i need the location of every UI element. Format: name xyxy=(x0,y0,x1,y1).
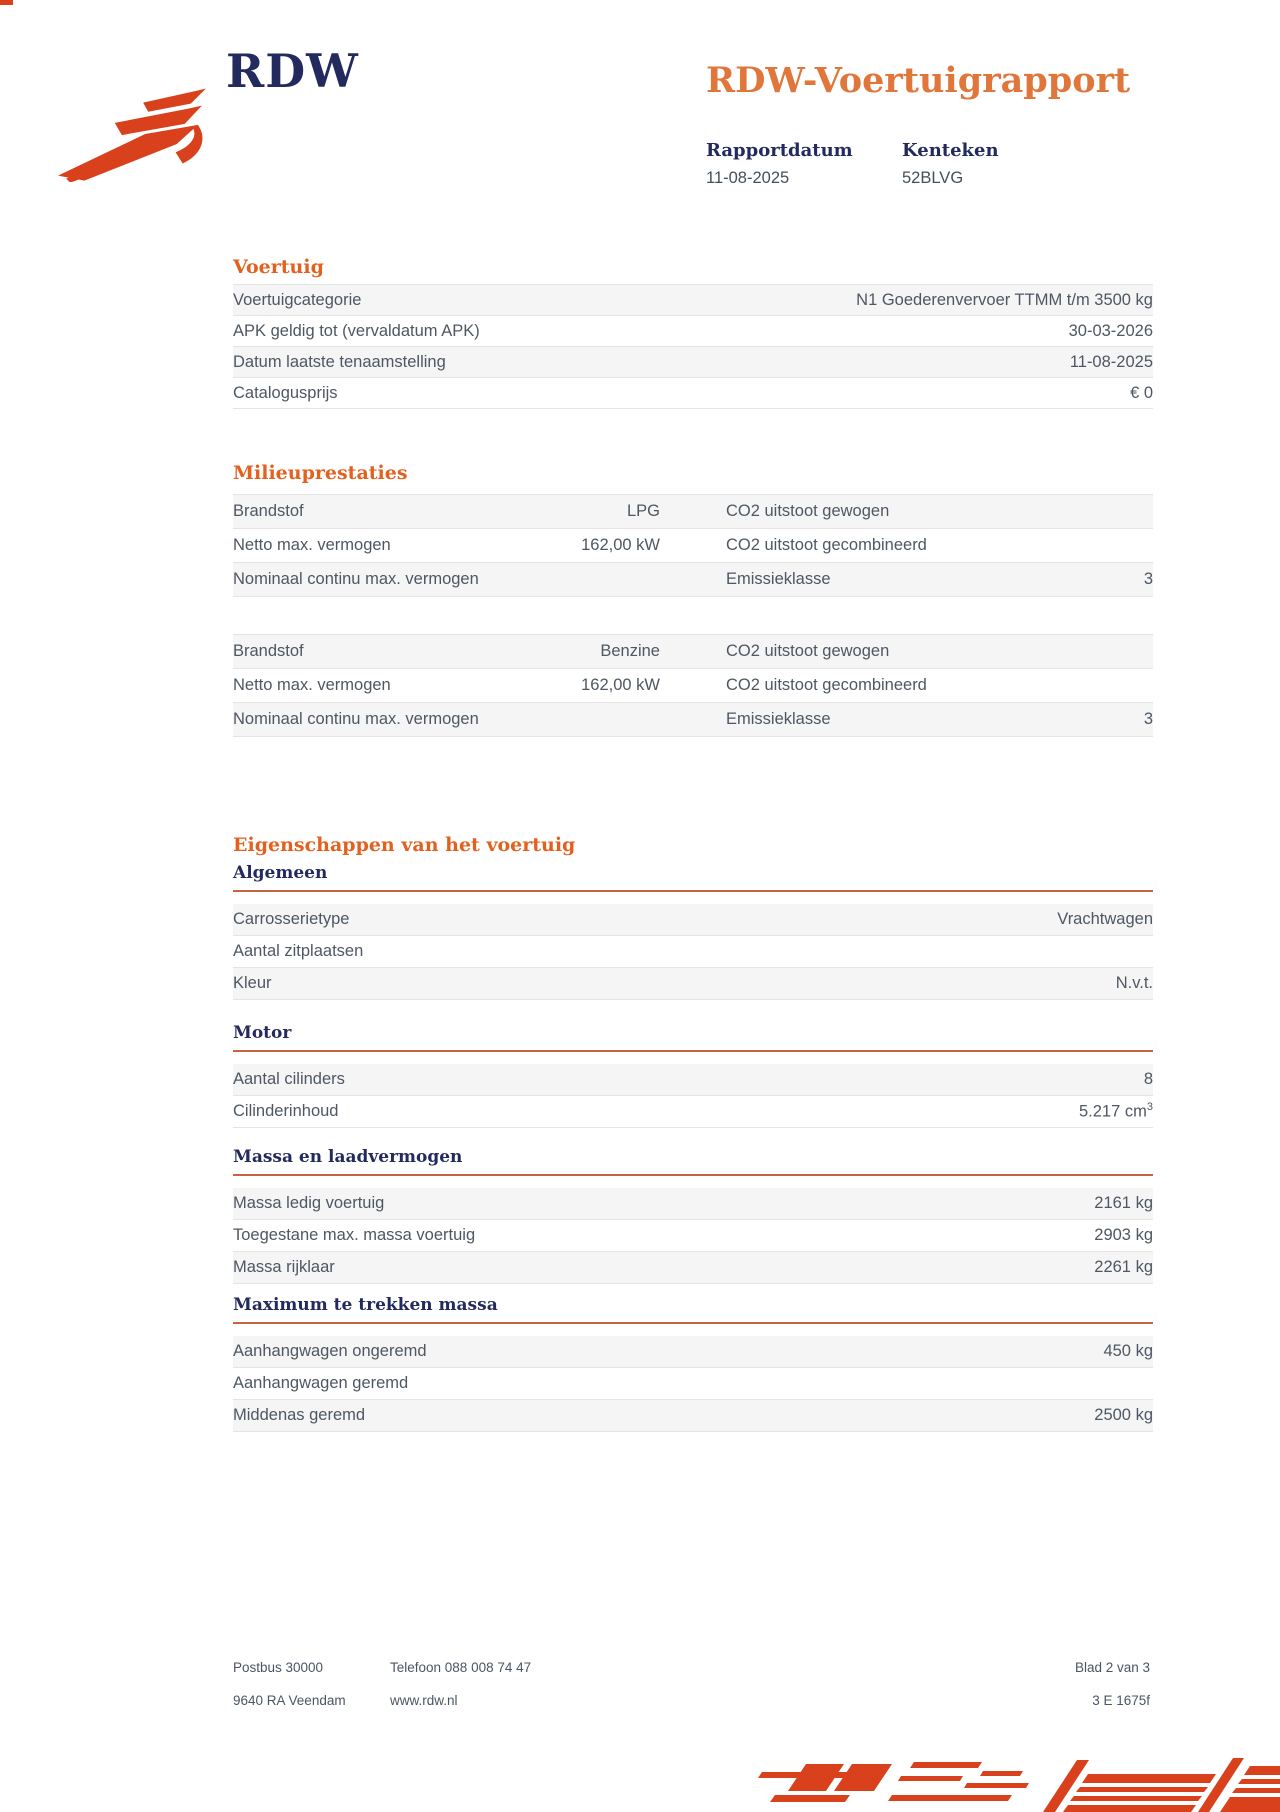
footer-page-indicator: Blad 2 van 3 xyxy=(1074,1660,1150,1675)
subheading-maximum-trekken-massa: Maximum te trekken massa xyxy=(233,1294,1153,1324)
superscript: 3 xyxy=(1146,1101,1153,1114)
row-label: Netto max. vermogen xyxy=(233,676,391,694)
page-edge-artifact xyxy=(0,0,13,5)
row-label: Emissieklasse xyxy=(726,710,831,728)
subheading-massa-laadvermogen: Massa en laadvermogen xyxy=(233,1146,1153,1176)
row-value: 2500 kg xyxy=(1094,1406,1153,1424)
subheading-algemeen: Algemeen xyxy=(233,862,1153,892)
section-heading-voertuig: Voertuig xyxy=(233,256,324,278)
row-label: CO2 uitstoot gecombineerd xyxy=(726,536,927,554)
row-value: 162,00 kW xyxy=(581,676,660,694)
milieu-table-lpg xyxy=(233,494,1153,597)
row-value: N1 Goederenvervoer TTMM t/m 3500 kg xyxy=(856,290,1153,309)
row-label: CO2 uitstoot gewogen xyxy=(726,642,890,660)
table-row xyxy=(233,1188,1153,1220)
table-row xyxy=(233,1336,1153,1368)
row-label: Nominaal continu max. vermogen xyxy=(233,710,479,728)
row-label: Aantal cilinders xyxy=(233,1070,345,1088)
row-label: Aanhangwagen ongeremd xyxy=(233,1342,427,1360)
table-row xyxy=(233,378,1153,409)
table-row xyxy=(233,1368,1153,1400)
row-value: N.v.t. xyxy=(1115,974,1153,992)
row-label: Aantal zitplaatsen xyxy=(233,942,364,960)
row-value: 30-03-2026 xyxy=(1068,321,1153,340)
voertuig-table xyxy=(233,284,1153,409)
footer-city: 9640 RA Veendam xyxy=(233,1693,346,1708)
row-label: Cilinderinhoud xyxy=(233,1102,339,1120)
report-date-label: Rapportdatum xyxy=(706,140,853,161)
footer-website: www.rdw.nl xyxy=(390,1693,458,1708)
group-algemeen xyxy=(233,862,1153,1000)
rdw-wing-logo-icon xyxy=(56,78,208,182)
section-heading-eigenschappen: Eigenschappen van het voertuig xyxy=(233,834,576,856)
group-massa-laadvermogen xyxy=(233,1146,1153,1284)
row-value: Vrachtwagen xyxy=(1057,910,1153,928)
row-value: 3 xyxy=(1143,570,1153,588)
row-value: 11-08-2025 xyxy=(1069,352,1153,371)
row-value: € 0 xyxy=(1130,383,1153,402)
row-label: Catalogusprijs xyxy=(233,383,338,402)
table-row xyxy=(233,495,1153,529)
section-heading-milieuprestaties: Milieuprestaties xyxy=(233,462,408,484)
row-label: APK geldig tot (vervaldatum APK) xyxy=(233,321,480,340)
row-label: Brandstof xyxy=(233,642,304,660)
report-date-value: 11-08-2025 xyxy=(706,169,790,187)
footer-doc-code: 3 E 1675f xyxy=(1092,1693,1150,1708)
row-label: Middenas geremd xyxy=(233,1406,366,1424)
rdw-logo-text: RDW xyxy=(226,44,359,98)
milieu-table-benzine xyxy=(233,634,1153,737)
table-row xyxy=(233,936,1153,968)
row-label: Massa rijklaar xyxy=(233,1258,335,1276)
footer-postbus: Postbus 30000 xyxy=(233,1660,324,1675)
row-value: 3 xyxy=(1143,710,1153,728)
row-label: Emissieklasse xyxy=(726,570,831,588)
row-label: Aanhangwagen geremd xyxy=(233,1374,409,1392)
row-label: Datum laatste tenaamstelling xyxy=(233,352,446,371)
algemeen-table xyxy=(233,904,1153,1000)
table-row xyxy=(233,703,1153,737)
table-row xyxy=(233,285,1153,316)
page-title: RDW-Voertuigrapport xyxy=(706,60,1131,101)
row-value: 8 xyxy=(1143,1070,1153,1088)
row-value: 2261 kg xyxy=(1094,1258,1153,1276)
table-row xyxy=(233,904,1153,936)
table-row xyxy=(233,529,1153,563)
massa-table xyxy=(233,1188,1153,1284)
row-value: 162,00 kW xyxy=(581,536,660,554)
row-value: 2903 kg xyxy=(1094,1226,1153,1244)
table-row xyxy=(233,563,1153,597)
table-row xyxy=(233,1252,1153,1284)
footer-stripes-graphic xyxy=(758,1750,1280,1812)
row-label: Massa ledig voertuig xyxy=(233,1194,385,1212)
row-value: 450 kg xyxy=(1103,1342,1153,1360)
table-row xyxy=(233,316,1153,347)
row-label: Brandstof xyxy=(233,502,304,520)
table-row xyxy=(233,968,1153,1000)
subheading-motor: Motor xyxy=(233,1022,1153,1052)
trekken-massa-table xyxy=(233,1336,1153,1432)
row-label: CO2 uitstoot gewogen xyxy=(726,502,890,520)
row-label: Carrosserietype xyxy=(233,910,350,928)
table-row xyxy=(233,347,1153,378)
row-label: Voertuigcategorie xyxy=(233,290,362,309)
row-value: 2161 kg xyxy=(1094,1194,1153,1212)
row-label: Nominaal continu max. vermogen xyxy=(233,570,479,588)
license-plate-value: 52BLVG xyxy=(902,169,964,187)
motor-table xyxy=(233,1064,1153,1128)
row-label: Kleur xyxy=(233,974,272,992)
table-row xyxy=(233,1064,1153,1096)
row-label: Netto max. vermogen xyxy=(233,536,391,554)
table-row xyxy=(233,635,1153,669)
footer-phone: Telefoon 088 008 74 47 xyxy=(390,1660,532,1675)
row-label: Toegestane max. massa voertuig xyxy=(233,1226,476,1244)
row-label: CO2 uitstoot gecombineerd xyxy=(726,676,927,694)
table-row xyxy=(233,1400,1153,1432)
group-maximum-trekken-massa xyxy=(233,1294,1153,1432)
table-row xyxy=(233,1096,1153,1128)
table-row xyxy=(233,669,1153,703)
row-value: LPG xyxy=(626,502,660,520)
group-motor xyxy=(233,1022,1153,1128)
row-value: Benzine xyxy=(600,642,660,660)
table-row xyxy=(233,1220,1153,1252)
row-value: 5.217 $cm^3$ xyxy=(1079,1101,1153,1121)
license-plate-label: Kenteken xyxy=(902,140,999,161)
